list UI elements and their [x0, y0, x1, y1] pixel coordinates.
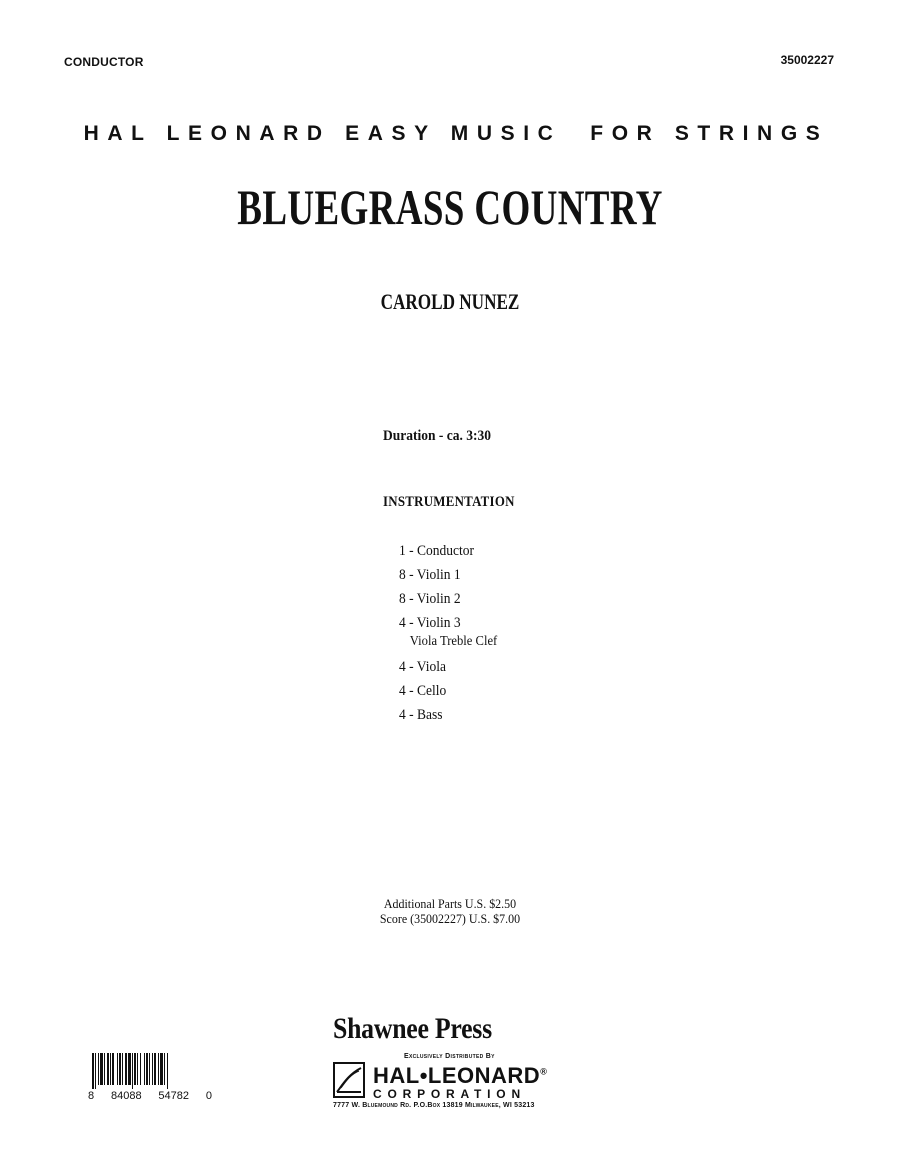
barcode-bar: [167, 1053, 168, 1089]
instrument-list: [399, 542, 497, 730]
instrumentation-heading: INSTRUMENTATION: [383, 494, 515, 510]
barcode-bar: [164, 1053, 165, 1085]
instrument-item-cello: 4 - Cello: [399, 683, 447, 699]
barcode-bar: [95, 1053, 96, 1089]
series-title: HAL LEONARD EASY MUSIC FOR STRINGS: [83, 122, 829, 145]
barcode-bar: [119, 1053, 121, 1085]
distributor-name: [373, 1063, 547, 1089]
score-price: Score (35002227) U.S. $7.00: [379, 911, 521, 926]
catalog-number: 35002227: [780, 53, 834, 67]
barcode-digit-group: 0: [205, 1090, 212, 1102]
barcode-digits: [88, 1090, 212, 1102]
hal-leonard-logo-icon: [333, 1062, 365, 1098]
instrument-item-violin-1: 8 - Violin 1: [399, 567, 461, 583]
publisher-name: Shawnee Press: [333, 1012, 492, 1045]
barcode-bar: [104, 1053, 105, 1085]
barcode-bar: [160, 1053, 163, 1085]
barcode-bar: [149, 1053, 150, 1085]
barcode-bar: [140, 1053, 141, 1085]
distributor-address: 7777 W. Bluemound Rd. P.O.Box 13819 Milwaukee, WI 53213: [333, 1102, 535, 1109]
barcode-bar: [107, 1053, 109, 1085]
distributed-by-text: Exclusively Distributed By: [404, 1053, 495, 1060]
barcode: [88, 1053, 212, 1125]
piece-title: BLUEGRASS COUNTRY: [237, 179, 663, 235]
instrument-sublabel: Viola Treble Clef: [409, 634, 498, 649]
barcode-bar: [158, 1053, 159, 1085]
instrument-item-bass: 4 - Bass: [399, 707, 443, 723]
instrument-item-violin-2: 8 - Violin 2: [399, 591, 461, 607]
barcode-digit-group: 84088: [110, 1090, 142, 1102]
instrument-label: 4 - Violin 3: [399, 615, 461, 631]
barcode-bar: [112, 1053, 114, 1085]
barcode-bar: [144, 1053, 145, 1085]
barcode-bar: [125, 1053, 127, 1085]
duration-text: Duration - ca. 3:30: [383, 428, 491, 444]
barcode-digit-group: 54782: [158, 1090, 189, 1102]
barcode-bar: [110, 1053, 111, 1085]
instrument-item-violin-3: [399, 614, 497, 658]
part-label: CONDUCTOR: [64, 55, 144, 69]
barcode-bar: [152, 1053, 153, 1085]
distributor-name-text: HAL•LEONARD: [373, 1063, 541, 1088]
barcode-bar: [92, 1053, 94, 1089]
barcode-bar: [128, 1053, 131, 1085]
registered-mark: ®: [540, 1066, 548, 1077]
price-block: [36, 896, 864, 926]
additional-parts-price: Additional Parts U.S. $2.50: [383, 896, 517, 911]
barcode-bar: [132, 1053, 133, 1089]
barcode-bar: [122, 1053, 123, 1085]
barcode-bar: [117, 1053, 118, 1085]
barcode-bar: [100, 1053, 103, 1085]
distributor-corporation: CORPORATION: [373, 1087, 526, 1101]
instrument-item-viola: 4 - Viola: [399, 659, 446, 675]
barcode-bar: [154, 1053, 156, 1085]
barcode-bar: [137, 1053, 138, 1085]
barcode-bar: [134, 1053, 136, 1085]
barcode-bars: [88, 1053, 212, 1089]
composer-name: CAROLD NUNEZ: [380, 289, 520, 314]
barcode-bar: [146, 1053, 148, 1085]
instrument-item-conductor: 1 - Conductor: [399, 543, 474, 559]
barcode-bar: [98, 1053, 99, 1085]
barcode-digit-group: 8: [88, 1090, 95, 1102]
